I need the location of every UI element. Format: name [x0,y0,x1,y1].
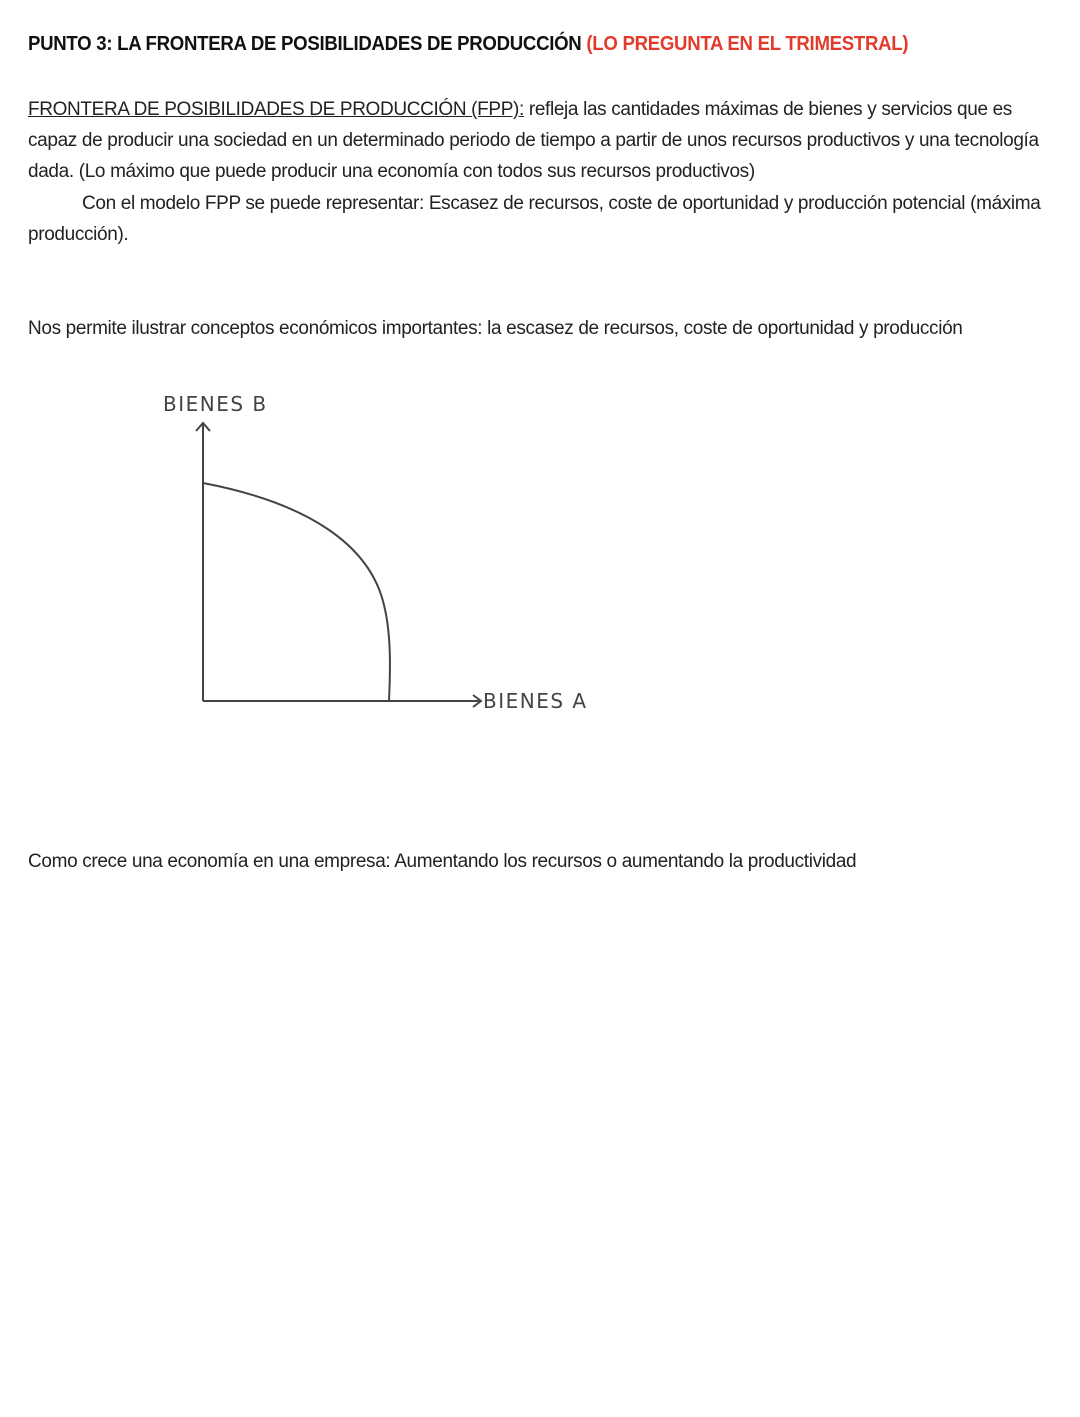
x-axis-label: BIENES A [483,689,588,713]
definition-term: FRONTERA DE POSIBILIDADES DE PRODUCCIÓN (FPP): [28,99,524,120]
page-title [28,33,980,56]
illustrates-paragraph: Nos permite ilustrar conceptos económicos importantes: la escasez de recursos, coste de oportunidad y producción [28,318,963,339]
title-main: PUNTO 3: LA FRONTERA DE POSIBILIDADES DE PRODUCCIÓN [28,33,582,55]
growth-paragraph: Como crece una economía en una empresa: Aumentando los recursos o aumentando la productividad [28,851,857,872]
definition-paragraph [28,94,1052,187]
model-note-paragraph: Con el modelo FPP se puede representar: Escasez de recursos, coste de oportunidad y producción potencial (máxima producción). [28,193,1041,245]
ppf-diagram [148,385,618,725]
definition-text: refleja las cantidades máximas de bienes y servicios que es capaz de producir una sociedad en un determinado periodo de tiempo a partir de unos recursos productivos y una tecnología dada. (Lo máximo que puede producir una economía con todos sus recursos productivos) [28,99,1039,182]
y-axis-label: BIENES B [163,392,268,416]
ppf-curve [203,483,390,701]
title-highlight: (LO PREGUNTA EN EL TRIMESTRAL) [586,33,909,55]
